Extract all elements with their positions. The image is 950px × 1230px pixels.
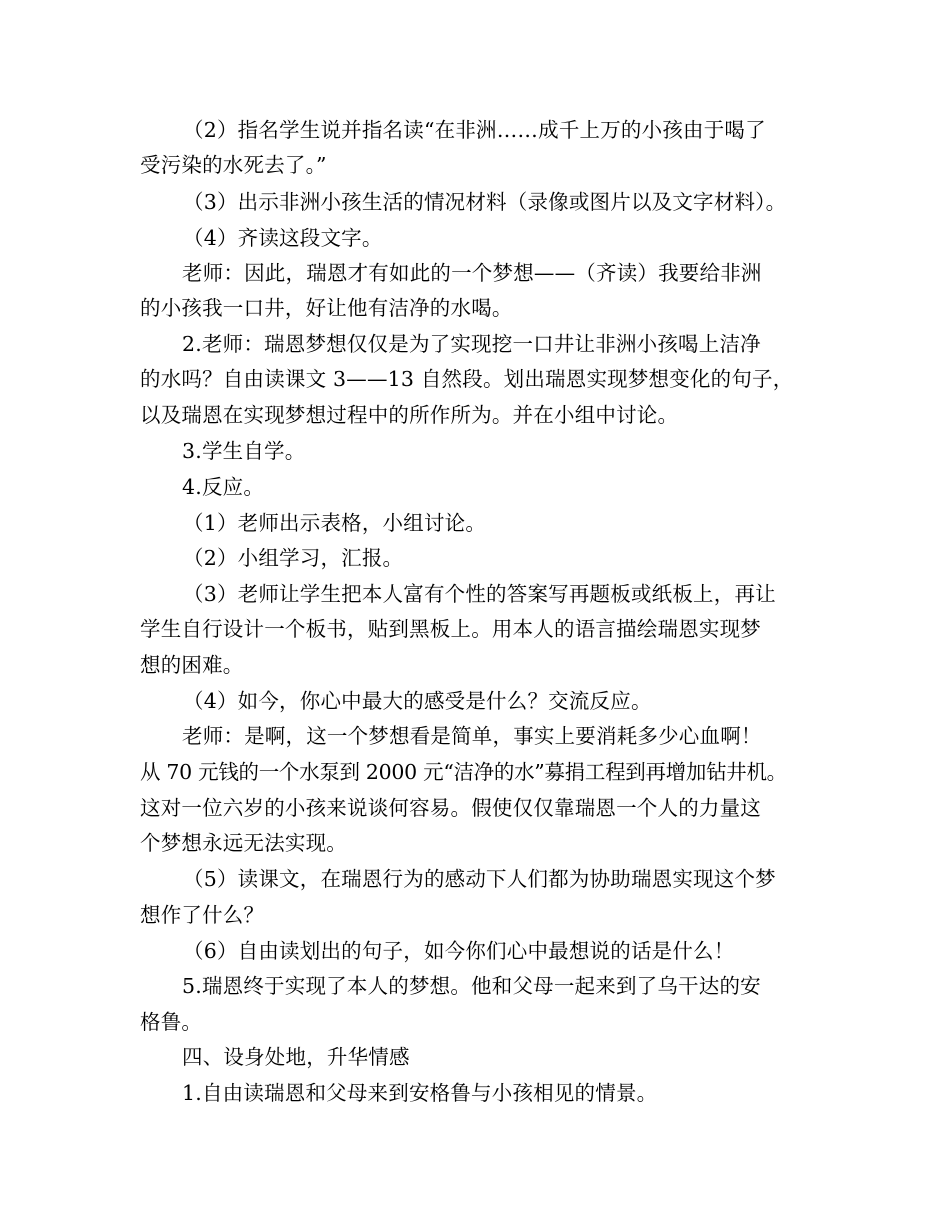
text-line: （4）如今，你心中最大的感受是什么？交流反应。 [183,689,652,713]
text-line: （1）老师出示表格，小组讨论。 [183,511,487,535]
text-line: 老师：是啊，这一个梦想看是简单，事实上要消耗多少心血啊！ [182,724,762,748]
text-line: 个梦想永远无法实现。 [140,831,347,855]
text-line: 老师：因此，瑞恩才有如此的一个梦想——（齐读）我要给非洲 [182,261,762,285]
text-line: 的水吗？自由读课文 3——13 自然段。划出瑞恩实现梦想变化的句子， [140,367,794,391]
text-line: 学生自行设计一个板书，贴到黑板上。用本人的语言描绘瑞恩实现梦 [140,617,761,641]
text-line: （6）自由读划出的句子，如今你们心中最想说的话是什么！ [183,939,735,963]
text-line: 1.自由读瑞恩和父母来到安格鲁与小孩相见的情景。 [182,1081,658,1105]
text-line: （5）读课文，在瑞恩行为的感动下人们都为协助瑞恩实现这个梦 [183,867,776,891]
text-line: 的小孩我一口井，好让他有洁净的水喝。 [140,296,513,320]
text-line: 5.瑞恩终于实现了本人的梦想。他和父母一起来到了乌干达的安 [182,974,761,998]
text-line: （2）指名学生说并指名读“在非洲……成千上万的小孩由于喝了 [183,118,766,142]
text-line: 2.老师：瑞恩梦想仅仅是为了实现挖一口井让非洲小孩喝上洁净 [182,332,761,356]
text-line: 以及瑞恩在实现梦想过程中的所作所为。并在小组中讨论。 [140,403,679,427]
text-line: 从 70 元钱的一个水泵到 2000 元“洁净的水”募捐工程到再增加钻井机。 [140,760,787,784]
text-line: 想作了什么？ [140,903,265,927]
text-line: 这对一位六岁的小孩来说谈何容易。假使仅仅靠瑞恩一个人的力量这 [140,796,761,820]
text-line: （3）老师让学生把本人富有个性的答案写再题板或纸板上，再让 [183,582,776,606]
text-line: （2）小组学习，汇报。 [183,546,404,570]
text-line: （4）齐读这段文字。 [183,226,383,250]
section-heading: 四、设身处地，升华情感 [182,1045,410,1069]
text-line: （3）出示非洲小孩生活的情况材料（录像或图片以及文字材料）。 [183,190,787,214]
text-line: 格鲁。 [140,1010,203,1034]
text-line: 3.学生自学。 [182,439,306,463]
text-line: 4.反应。 [182,475,265,499]
text-line: 受污染的水死去了。” [140,153,327,177]
text-line: 想的困难。 [140,653,244,677]
